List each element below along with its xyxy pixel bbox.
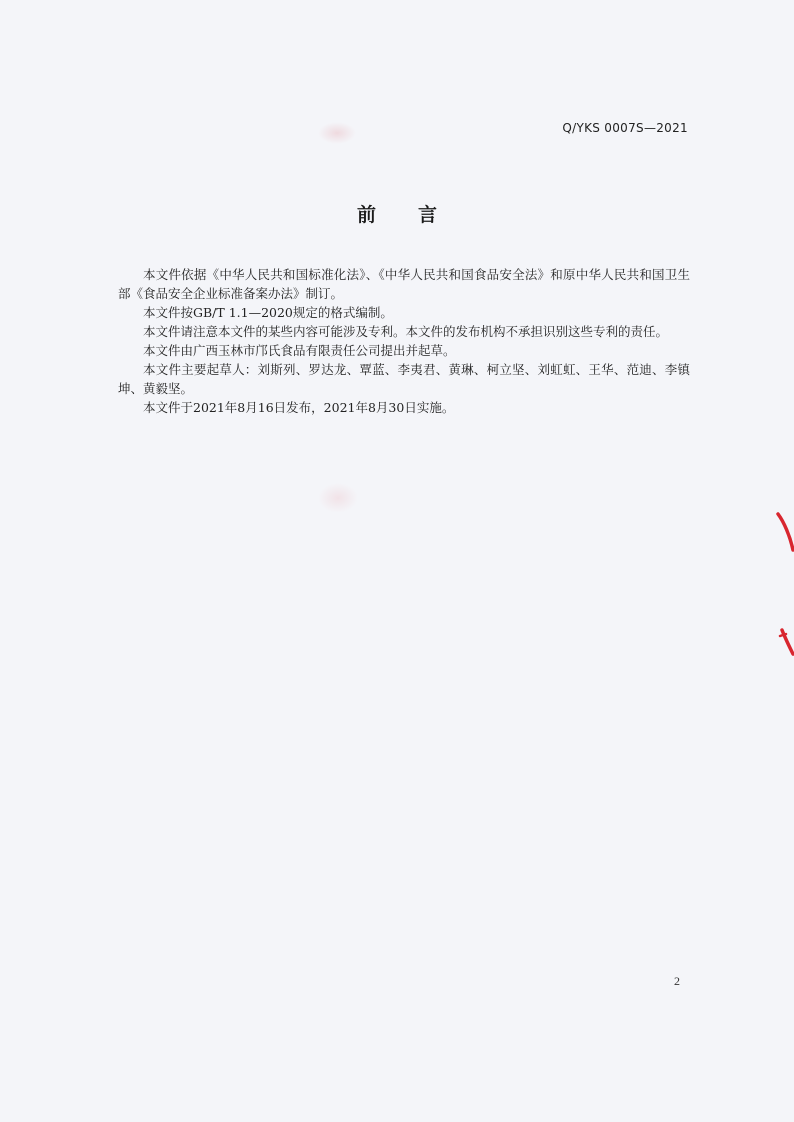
paragraph-proposer: 本文件由广西玉林市邝氏食品有限责任公司提出并起草。 <box>143 343 456 358</box>
title-char-2: 言 <box>418 204 438 226</box>
paragraph-patent: 本文件请注意本文件的某些内容可能涉及专利。本文件的发布机构不承担识别这些专利的责任。 <box>143 324 669 339</box>
document-code: Q/YKS 0007S—2021 <box>562 121 688 135</box>
faint-stamp-mark <box>318 122 356 144</box>
page-title <box>0 200 794 227</box>
paragraph-drafters: 本文件主要起草人：刘斯列、罗达龙、覃蓝、李夷君、黄琳、柯立坚、刘虹虹、王华、范迪、李镇坤、黄毅坚。 <box>118 362 690 396</box>
paragraph-format: 本文件按GB/T 1.1—2020规定的格式编制。 <box>143 305 393 320</box>
foreword-body <box>118 265 690 417</box>
seal-edge-mark <box>774 512 794 662</box>
title-char-1: 前 <box>356 204 376 226</box>
faint-stamp-mark <box>318 483 358 513</box>
paragraph-dates: 本文件于2021年8月16日发布，2021年8月30日实施。 <box>143 400 455 415</box>
paragraph-basis: 本文件依据《中华人民共和国标准化法》、《中华人民共和国食品安全法》和原中华人民共和国卫生部《食品安全企业标准备案办法》制订。 <box>118 267 690 301</box>
page-number: 2 <box>674 974 680 988</box>
